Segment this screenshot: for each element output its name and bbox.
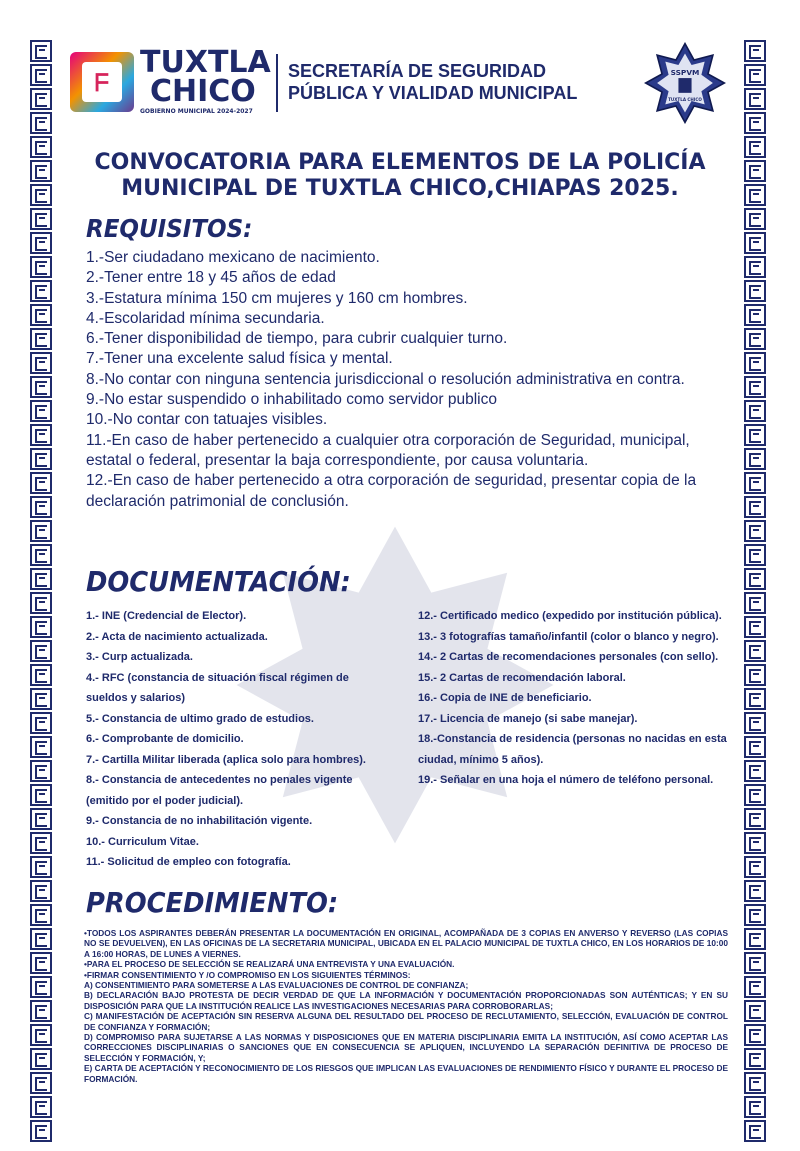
greek-key-tile — [30, 424, 52, 446]
documento-item: 13.- 3 fotografías tamaño/infantil (color o blanco y negro). — [418, 630, 719, 643]
greek-key-tile — [744, 976, 766, 998]
greek-key-tile — [30, 256, 52, 278]
greek-key-tile — [744, 664, 766, 686]
greek-key-tile — [30, 448, 52, 470]
greek-key-tile — [30, 40, 52, 62]
greek-key-tile — [30, 808, 52, 830]
requisitos-heading: REQUISITOS: — [86, 214, 253, 243]
documento-item: 10.- Curriculum Vitae. — [86, 835, 199, 848]
greek-key-tile — [30, 1024, 52, 1046]
procedimiento-heading: PROCEDIMIENTO: — [86, 886, 339, 919]
requisito-item: 12.-En caso de haber pertenecido a otra corporación de seguridad, presentar copia de la declaración patrimonial de conclusión. — [86, 472, 697, 510]
badge-subtext: TUXTLA CHICO — [668, 97, 702, 103]
brand-line2: CHICO — [150, 74, 256, 109]
greek-key-tile — [744, 184, 766, 206]
procedimiento-item: D) COMPROMISO PARA SUJETARSE A LAS NORMAS Y DISPOSICIONES QUE EN MATERIA DISCIPLINARIA EMITA LA INSTITUCIÓN, ASÍ COMO ACEPTAR LAS CORRECCIONES DISCIPLINARIAS O SANCIONES QUE EN CONSECUENCIA SE APLIQUEN, INCLUYENDO LA SEPARACIÓN DEFINITIVA DE PROCESO DE SELECCIÓN Y FORMACIÓN, Y; — [84, 1032, 728, 1063]
greek-key-tile — [30, 472, 52, 494]
header-divider — [276, 54, 278, 112]
greek-key-tile — [744, 280, 766, 302]
greek-key-tile — [744, 424, 766, 446]
secretariat-line1: SECRETARÍA DE SEGURIDAD — [288, 61, 547, 81]
documento-item: 4.- RFC (constancia de situación fiscal régimen de sueldos y salarios) — [86, 671, 349, 704]
documento-item: 17.- Licencia de manejo (si sabe manejar). — [418, 712, 638, 725]
documento-item: 14.- 2 Cartas de recomendaciones personales (con sello). — [418, 651, 719, 663]
greek-key-tile — [744, 160, 766, 182]
greek-key-tile — [744, 1096, 766, 1118]
documento-item: 12.- Certificado medico (expedido por institución pública). — [418, 610, 722, 622]
greek-key-tile — [30, 352, 52, 374]
greek-key-tile — [30, 160, 52, 182]
greek-key-tile — [744, 256, 766, 278]
greek-key-tile — [30, 640, 52, 662]
greek-key-tile — [744, 232, 766, 254]
procedimiento-item: E) CARTA DE ACEPTACIÓN Y RECONOCIMIENTO DE LOS RIESGOS QUE IMPLICAN LAS EVALUACIONES DE RENDIMIENTO FÍSICO Y DURANTE EL PROCESO DE FORMACIÓN. — [84, 1063, 728, 1084]
requisito-item: 1.-Ser ciudadano mexicano de nacimiento. — [86, 249, 380, 266]
greek-key-tile — [30, 112, 52, 134]
documentacion-list-right — [418, 606, 728, 791]
greek-key-tile — [30, 1096, 52, 1118]
greek-key-tile — [30, 664, 52, 686]
greek-key-tile — [30, 136, 52, 158]
greek-key-tile — [30, 688, 52, 710]
greek-key-tile — [30, 736, 52, 758]
procedimiento-item: •FIRMAR CONSENTIMIENTO Y /O COMPROMISO EN LOS SIGUIENTES TÉRMINOS: — [84, 969, 411, 980]
documento-item: 8.- Constancia de antecedentes no penales vigente (emitido por el poder judicial). — [86, 774, 353, 807]
greek-key-tile — [30, 760, 52, 782]
greek-key-tile — [30, 544, 52, 566]
greek-key-tile — [744, 328, 766, 350]
secretariat-name — [288, 60, 577, 104]
greek-key-tile — [744, 616, 766, 638]
greek-key-tile — [744, 40, 766, 62]
greek-key-tile — [30, 1000, 52, 1022]
documentacion-list-left — [86, 606, 386, 873]
requisito-item: 6.-Tener disponibilidad de tiempo, para cubrir cualquier turno. — [86, 330, 508, 348]
greek-key-tile — [744, 712, 766, 734]
greek-key-tile — [30, 400, 52, 422]
greek-key-tile — [30, 88, 52, 110]
greek-key-tile — [30, 232, 52, 254]
greek-key-tile — [744, 136, 766, 158]
documento-item: 18.-Constancia de residencia (personas no nacidas en esta ciudad, mínimo 5 años). — [418, 733, 727, 766]
greek-key-tile — [744, 448, 766, 470]
procedimiento-item: B) DECLARACIÓN BAJO PROTESTA DE DECIR VERDAD DE QUE LA INFORMACIÓN Y DOCUMENTACIÓN PROPORCIONADAS SON AUTÉNTICAS; Y EN SU DISPOSICIÓN PARA QUE LA INSTITUCIÓN REALICE LAS INVESTIGACIONES NECESARIAS PARA CORROBORARLAS; — [84, 990, 728, 1011]
greek-key-tile — [30, 832, 52, 854]
greek-key-tile — [744, 568, 766, 590]
greek-key-tile — [30, 520, 52, 542]
greek-key-tile — [30, 592, 52, 614]
greek-key-tile — [30, 184, 52, 206]
greek-key-tile — [744, 1048, 766, 1070]
title-line2: MUNICIPAL DE TUXTLA CHICO,CHIAPAS 2025. — [121, 176, 679, 201]
greek-key-tile — [30, 376, 52, 398]
municipality-brand — [140, 45, 271, 115]
requisito-item: 8.-No contar con ninguna sentencia jurisdiccional o resolución administrativa en contra. — [86, 370, 685, 388]
greek-key-tile — [30, 568, 52, 590]
greek-key-tile — [30, 304, 52, 326]
greek-key-tile — [30, 976, 52, 998]
greek-key-tile — [744, 400, 766, 422]
greek-key-tile — [30, 328, 52, 350]
greek-key-tile — [744, 472, 766, 494]
greek-key-tile — [744, 760, 766, 782]
greek-key-tile — [30, 1048, 52, 1070]
procedimiento-item: C) MANIFESTACIÓN DE ACEPTACIÓN SIN RESERVA ALGUNA DEL RESULTADO DEL PROCESO DE RECLUTAMIENTO, SELECCIÓN, EVALUACIÓN DE CONTROL DE CONFIANZA Y FORMACIÓN; — [84, 1011, 728, 1032]
greek-key-border-right — [744, 40, 770, 1151]
documento-item: 7.- Cartilla Militar liberada (aplica solo para hombres). — [86, 753, 366, 766]
header — [68, 46, 736, 126]
documentacion-heading: DOCUMENTACIÓN: — [86, 565, 351, 598]
brand-line1: TUXTLA — [140, 45, 271, 80]
greek-key-tile — [744, 1024, 766, 1046]
greek-key-tile — [744, 640, 766, 662]
greek-key-tile — [30, 496, 52, 518]
greek-key-tile — [744, 544, 766, 566]
greek-key-tile — [744, 496, 766, 518]
police-badge-icon — [644, 42, 726, 124]
requisito-item: 7.-Tener una excelente salud física y mental. — [86, 350, 393, 368]
greek-key-tile — [30, 208, 52, 230]
greek-key-tile — [30, 928, 52, 950]
greek-key-tile — [30, 1072, 52, 1094]
greek-key-tile — [30, 904, 52, 926]
greek-key-tile — [744, 64, 766, 86]
greek-key-tile — [30, 784, 52, 806]
documento-item: 3.- Curp actualizada. — [86, 651, 193, 663]
greek-key-tile — [30, 280, 52, 302]
greek-key-tile — [30, 880, 52, 902]
greek-key-tile — [30, 856, 52, 878]
tuxtla-chico-logo — [70, 52, 134, 112]
documento-item: 9.- Constancia de no inhabilitación vigente. — [86, 815, 313, 827]
requisito-item: 3.-Estatura mínima 150 cm mujeres y 160 cm hombres. — [86, 289, 468, 307]
government-label: GOBIERNO MUNICIPAL 2024-2027 — [140, 108, 253, 115]
documento-item: 2.- Acta de nacimiento actualizada. — [86, 630, 268, 643]
requisito-item: 9.-No estar suspendido o inhabilitado como servidor publico — [86, 391, 497, 409]
greek-key-tile — [744, 352, 766, 374]
procedimiento-item: A) CONSENTIMIENTO PARA SOMETERSE A LAS EVALUACIONES DE CONTROL DE CONFIANZA; — [84, 980, 469, 991]
greek-key-tile — [744, 520, 766, 542]
greek-key-tile — [744, 832, 766, 854]
documento-item: 15.- 2 Cartas de recomendación laboral. — [418, 671, 626, 684]
documento-item: 11.- Solicitud de empleo con fotografía. — [86, 856, 291, 868]
requisito-item: 2.-Tener entre 18 y 45 años de edad — [86, 269, 336, 287]
procedimiento-item: •PARA EL PROCESO DE SELECCIÓN SE REALIZARÁ UNA ENTREVISTA Y UNA EVALUACIÓN. — [84, 959, 455, 970]
greek-key-tile — [744, 304, 766, 326]
greek-key-tile — [744, 808, 766, 830]
greek-key-tile — [744, 208, 766, 230]
greek-key-tile — [30, 712, 52, 734]
requisito-item: 4.-Escolaridad mínima secundaria. — [86, 309, 325, 327]
page-title — [70, 150, 730, 202]
greek-key-tile — [744, 88, 766, 110]
greek-key-tile — [744, 904, 766, 926]
greek-key-tile — [744, 688, 766, 710]
requisito-item: 11.-En caso de haber pertenecido a cualquier otra corporación de Seguridad, municipal, estatal o federal, presentar la baja correspondiente, por causa voluntaria. — [86, 431, 690, 469]
greek-key-tile — [744, 1000, 766, 1022]
procedimiento-list — [84, 928, 728, 1084]
documento-item: 6.- Comprobante de domicilio. — [86, 733, 244, 745]
greek-key-tile — [744, 856, 766, 878]
greek-key-tile — [744, 928, 766, 950]
documento-item: 5.- Constancia de ultimo grado de estudios. — [86, 712, 314, 725]
tc-monogram-icon: ᖴ — [82, 62, 122, 102]
secretariat-line2: PÚBLICA Y VIALIDAD MUNICIPAL — [288, 83, 578, 103]
greek-key-tile — [744, 1072, 766, 1094]
greek-key-tile — [744, 880, 766, 902]
requisitos-list — [86, 248, 726, 512]
greek-key-tile — [744, 112, 766, 134]
greek-key-tile — [744, 784, 766, 806]
greek-key-border-left — [30, 40, 56, 1151]
greek-key-tile — [30, 952, 52, 974]
badge-text: SSPVM — [670, 67, 700, 77]
greek-key-tile — [30, 1120, 52, 1142]
documento-item: 16.- Copia de INE de beneficiario. — [418, 692, 592, 704]
greek-key-tile — [744, 376, 766, 398]
greek-key-tile — [744, 952, 766, 974]
documento-item: 1.- INE (Credencial de Elector). — [86, 610, 247, 622]
documento-item: 19.- Señalar en una hoja el número de teléfono personal. — [418, 774, 714, 786]
procedimiento-item: •TODOS LOS ASPIRANTES DEBERÁN PRESENTAR LA DOCUMENTACIÓN EN ORIGINAL, ACOMPAÑADA DE 3 COPIAS EN ANVERSO Y REVERSO (LAS COPIAS NO SE DEVUELVEN), EN LAS OFICINAS DE LA SECRETARIA MUNICIPAL, UBICADA EN EL PALACIO MUNICIPAL DE TUXTLA CHICO, EN LOS HORARIOS DE 10:00 A 16:00 HORAS, DE LUNES A VIERNES. — [84, 928, 728, 959]
greek-key-tile — [744, 592, 766, 614]
greek-key-tile — [30, 64, 52, 86]
requisito-item: 10.-No contar con tatuajes visibles. — [86, 411, 328, 429]
greek-key-tile — [744, 736, 766, 758]
greek-key-tile — [744, 1120, 766, 1142]
greek-key-tile — [30, 616, 52, 638]
title-line1: CONVOCATORIA PARA ELEMENTOS DE LA POLICÍA — [94, 150, 706, 175]
